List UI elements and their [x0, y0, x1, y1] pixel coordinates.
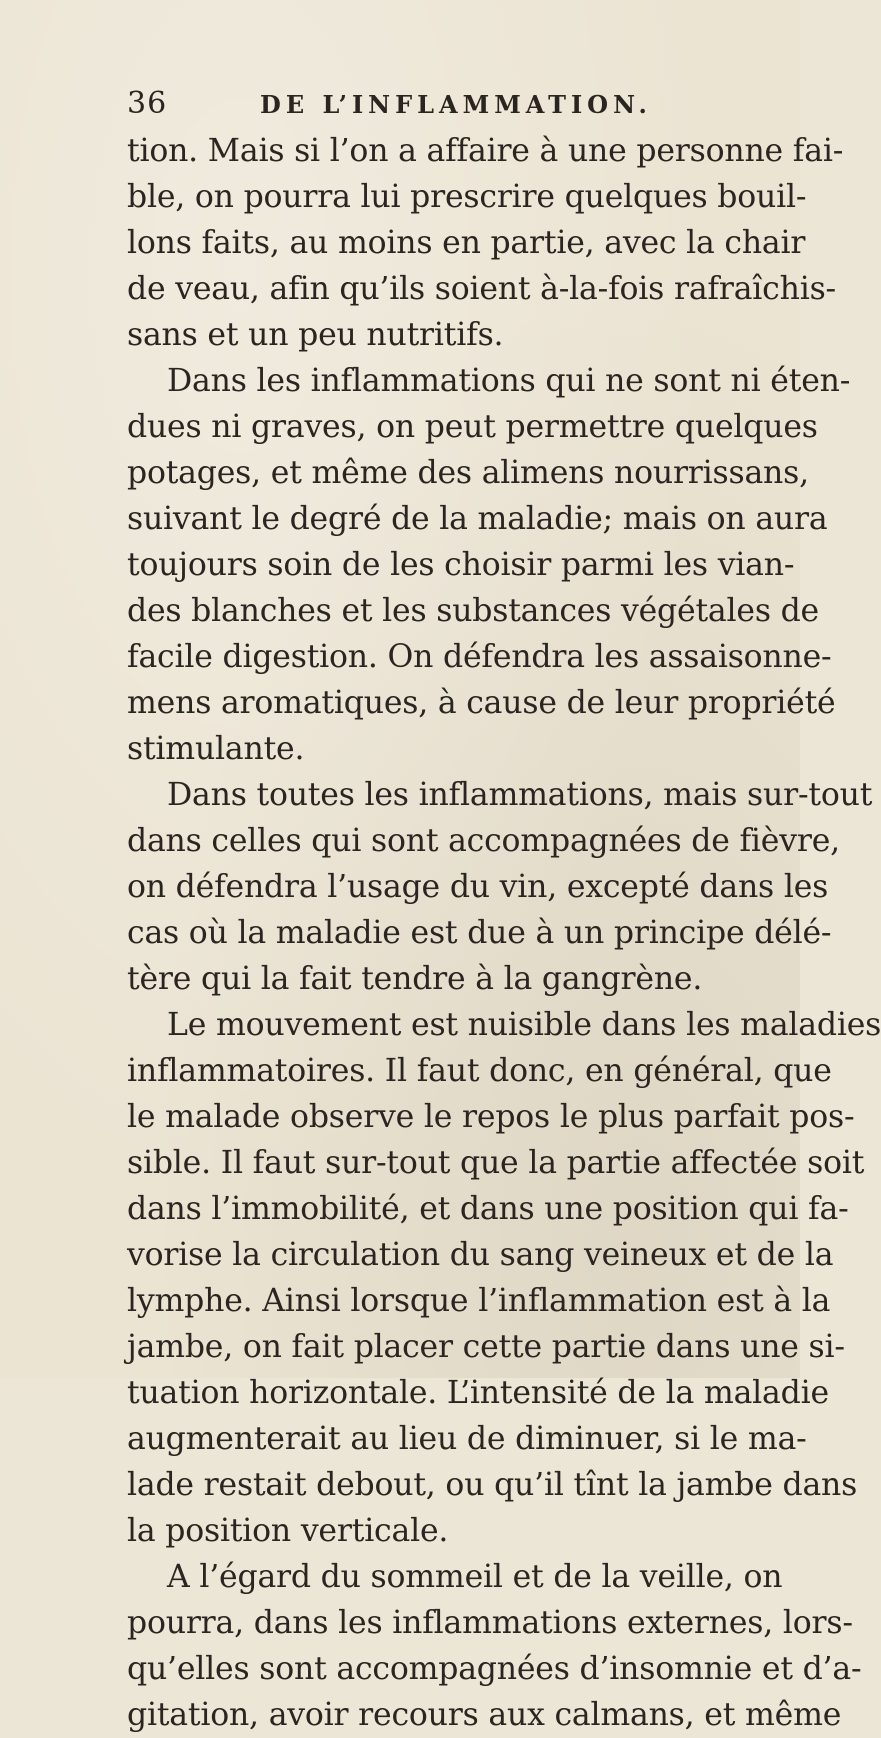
- text-line: on défendra l’usage du vin, excepté dans les: [127, 869, 829, 905]
- text-line: tuation horizontale. L’intensité de la maladie: [127, 1375, 829, 1411]
- body-text: [127, 128, 881, 1738]
- text-line: sans et un peu nutritifs.: [127, 317, 504, 353]
- text-line: qu’elles sont accompagnées d’insomnie et d’a-: [127, 1651, 862, 1687]
- text-line: tion. Mais si l’on a affaire à une personne fai-: [127, 133, 844, 169]
- text-line: le malade observe le repos le plus parfait pos-: [127, 1099, 855, 1135]
- text-line: mens aromatiques, à cause de leur propriété: [127, 685, 836, 721]
- text-line: potages, et même des alimens nourrissans,: [127, 455, 809, 491]
- text-line: suivant le degré de la maladie; mais on aura: [127, 501, 828, 537]
- text-line: ble, on pourra lui prescrire quelques bouil-: [127, 179, 807, 215]
- text-line: lade restait debout, ou qu’il tînt la jambe dans: [127, 1467, 858, 1503]
- text-line: inflammatoires. Il faut donc, en général, que: [127, 1053, 832, 1089]
- paragraph-start-line: Dans toutes les inflammations, mais sur-tout: [167, 777, 873, 813]
- text-line: sible. Il faut sur-tout que la partie affectée soit: [127, 1145, 865, 1181]
- running-head: DE L’INFLAMMATION.: [260, 90, 652, 119]
- text-line: augmenterait au lieu de diminuer, si le ma-: [127, 1421, 807, 1457]
- page-number: 36: [127, 86, 168, 121]
- text-line: stimulante.: [127, 731, 305, 767]
- text-line: des blanches et les substances végétales de: [127, 593, 819, 629]
- text-line: lons faits, au moins en partie, avec la chair: [127, 225, 806, 261]
- text-line: facile digestion. On défendra les assaisonne-: [127, 639, 832, 675]
- text-line: de veau, afin qu’ils soient à-la-fois rafraîchis-: [127, 271, 836, 307]
- text-line: lymphe. Ainsi lorsque l’inflammation est à la: [127, 1283, 831, 1319]
- paragraph-start-line: Dans les inflammations qui ne sont ni éten-: [167, 363, 851, 399]
- text-line: la position verticale.: [127, 1513, 449, 1549]
- text-line: jambe, on fait placer cette partie dans une si-: [127, 1329, 845, 1365]
- paragraph-start-line: A l’égard du sommeil et de la veille, on: [167, 1559, 783, 1595]
- text-line: gitation, avoir recours aux calmans, et même: [127, 1697, 842, 1733]
- text-line: tère qui la fait tendre à la gangrène.: [127, 961, 703, 997]
- page-header: [127, 86, 767, 126]
- paragraph-start-line: Le mouvement est nuisible dans les maladies: [167, 1007, 881, 1043]
- text-line: toujours soin de les choisir parmi les vian-: [127, 547, 795, 583]
- text-line: dans celles qui sont accompagnées de fièvre,: [127, 823, 840, 859]
- text-line: dans l’immobilité, et dans une position qui fa-: [127, 1191, 849, 1227]
- text-line: vorise la circulation du sang veineux et de la: [127, 1237, 834, 1273]
- text-line: dues ni graves, on peut permettre quelques: [127, 409, 818, 445]
- text-line: pourra, dans les inflammations externes, lors-: [127, 1605, 853, 1641]
- text-line: cas où la maladie est due à un principe délé-: [127, 915, 832, 951]
